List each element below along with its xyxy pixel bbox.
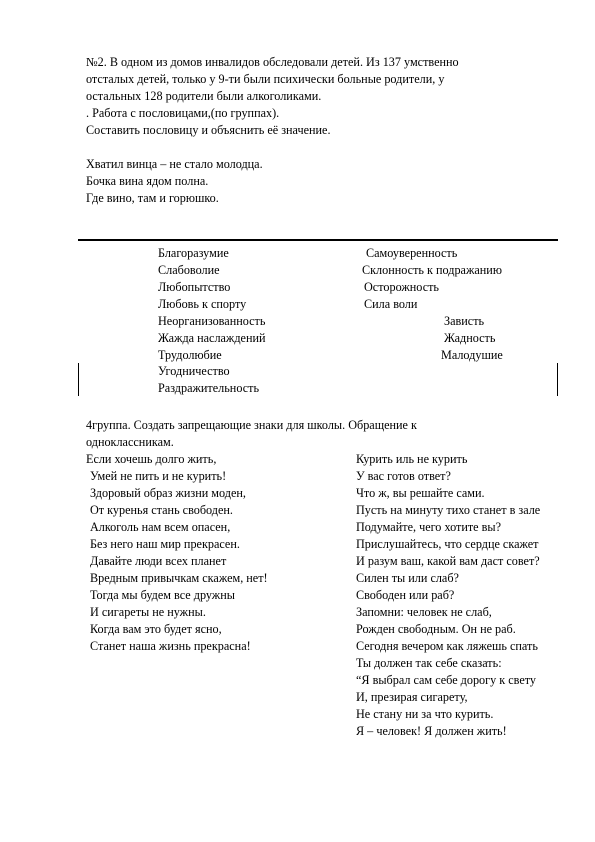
quality-left: Угодничество	[158, 364, 230, 378]
proverb: Хватил винца – не стало молодца.	[86, 157, 263, 171]
poem-left-line: Вредным привычкам скажем, нет!	[90, 571, 268, 585]
task2-line: отсталых детей, только у 9-ти были психически больные родители, у	[86, 72, 445, 86]
task2-line: №2. В одном из домов инвалидов обследовали детей. Из 137 умственно	[86, 55, 459, 69]
poem-left-line: Давайте люди всех планет	[90, 554, 227, 568]
quality-left: Слабоволие	[158, 263, 220, 277]
poem-right-line: И, презирая сигарету,	[356, 690, 468, 704]
poem-right-line: “Я выбрал сам себе дорогу к свету	[356, 673, 537, 687]
poem-right-line: Свободен или раб?	[356, 588, 455, 602]
poem-right-line: Рожден свободным. Он не раб.	[356, 622, 516, 636]
poem-right-line: Курить иль не курить	[356, 452, 468, 466]
quality-right: Жадность	[444, 331, 496, 345]
quality-left: Благоразумие	[158, 246, 229, 260]
task2-line: . Работа с пословицами,(по группах).	[86, 106, 280, 120]
table-top-rule	[78, 239, 558, 241]
poem-right-line: У вас готов ответ?	[356, 469, 451, 483]
quality-right: Малодушие	[441, 348, 503, 362]
quality-left: Неорганизованность	[158, 314, 266, 328]
poem-right-line: Запомни: человек не слаб,	[356, 605, 492, 619]
proverb: Бочка вина ядом полна.	[86, 174, 209, 188]
table-right-rule	[557, 363, 558, 396]
poem-right-line: Не стану ни за что курить.	[356, 707, 494, 721]
quality-left: Раздражительность	[158, 381, 260, 395]
poem-left-line: Умей не пить и не курить!	[90, 469, 227, 483]
table-left-rule	[78, 363, 79, 396]
proverb: Где вино, там и горюшко.	[86, 191, 219, 205]
quality-right: Самоуверенность	[366, 246, 458, 260]
poem-left-line: И сигареты не нужны.	[90, 605, 206, 619]
poem-left-line: От куренья стань свободен.	[90, 503, 233, 517]
quality-left: Жажда наслаждений	[158, 331, 266, 345]
poem-left-line: Когда вам это будет ясно,	[90, 622, 222, 636]
poem-right-line: Я – человек! Я должен жить!	[356, 724, 507, 738]
group4-heading-line: 4группа. Создать запрещающие знаки для школы. Обращение к	[86, 418, 417, 432]
task2-line: остальных 128 родители были алкоголиками.	[86, 89, 322, 103]
poem-right-line: Сегодня вечером как ляжешь спать	[356, 639, 538, 653]
quality-right: Склонность к подражанию	[362, 263, 502, 277]
poem-right-line: Силен ты или слаб?	[356, 571, 459, 585]
poem-right-line: Что ж, вы решайте сами.	[356, 486, 485, 500]
poem-left-line: Алкоголь нам всем опасен,	[90, 520, 231, 534]
poem-right-line: Ты должен так себе сказать:	[356, 656, 502, 670]
poem-left-line: Если хочешь долго жить,	[86, 452, 217, 466]
poem-left-line: Тогда мы будем все дружны	[90, 588, 235, 602]
poem-left-line: Станет наша жизнь прекрасна!	[90, 639, 251, 653]
poem-right-line: Пусть на минуту тихо станет в зале	[356, 503, 541, 517]
quality-right: Осторожность	[364, 280, 439, 294]
task2-line: Составить пословицу и объяснить её значение.	[86, 123, 331, 137]
quality-left: Трудолюбие	[158, 348, 222, 362]
group4-heading-line: одноклассникам.	[86, 435, 174, 449]
quality-right: Зависть	[444, 314, 485, 328]
quality-left: Любопытство	[158, 280, 231, 294]
poem-left-line: Без него наш мир прекрасен.	[90, 537, 240, 551]
quality-right: Сила воли	[364, 297, 418, 311]
poem-right-line: Прислушайтесь, что сердце скажет	[356, 537, 539, 551]
poem-left-line: Здоровый образ жизни моден,	[90, 486, 246, 500]
quality-left: Любовь к спорту	[158, 297, 247, 311]
poem-right-line: Подумайте, чего хотите вы?	[356, 520, 501, 534]
poem-right-line: И разум ваш, какой вам даст совет?	[356, 554, 540, 568]
